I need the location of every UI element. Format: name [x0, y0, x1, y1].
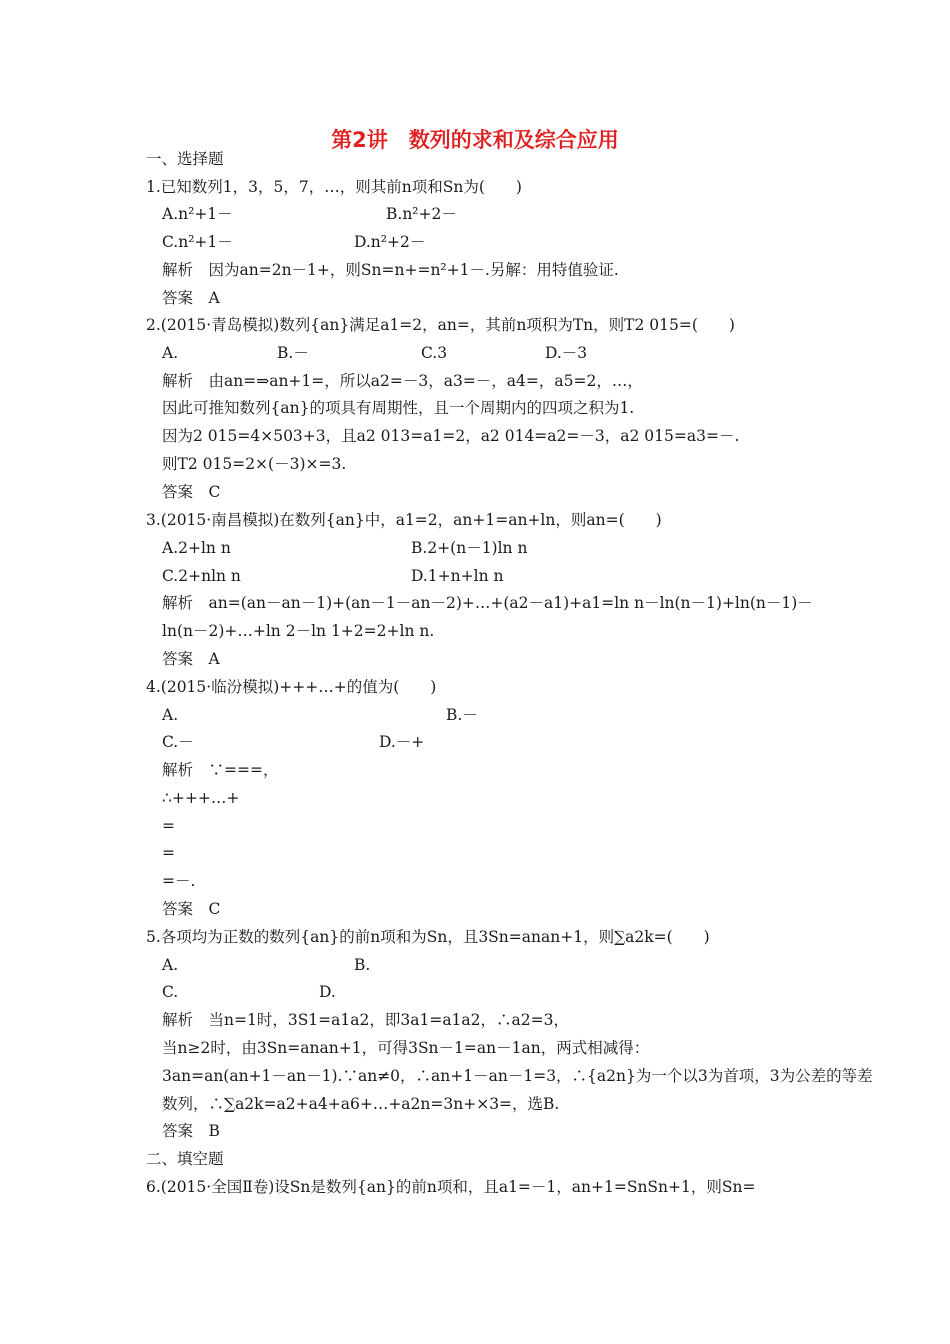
question-2-analysis-line: 解析 由an=⇒an+1=，所以a2=－3，a3=－，a4=，a5=2，…，	[162, 372, 643, 390]
question-5-option-c: C.	[162, 983, 179, 1001]
question-3-option-c: C.2+nln n	[162, 567, 241, 585]
question-2-stem: 2.(2015·青岛模拟)数列{an}满足a1=2，an=，其前n项积为Tn，则T2 015=( )	[146, 316, 735, 334]
question-4-option-b: B.－	[446, 706, 478, 724]
question-6-stem: 6.(2015·全国Ⅱ卷)设Sn是数列{an}的前n项和，且a1=－1，an+1=SnSn+1，则Sn=	[146, 1178, 756, 1196]
question-5-analysis-line: 数列，∴∑a2k=a2+a4+a6+…+a2n=3n+×3=，选B.	[162, 1095, 560, 1113]
page-title: 第2讲 数列的求和及综合应用	[331, 128, 619, 152]
question-4-option-c: C.－	[162, 733, 194, 751]
question-1-option-b: B.n²+2－	[386, 205, 457, 223]
question-2-answer: 答案 C	[162, 483, 221, 501]
question-5-option-d: D.	[319, 983, 336, 1001]
question-4-option-d: D.－+	[379, 733, 425, 751]
question-3-analysis-line: 解析 an=(an－an－1)+(an－1－an－2)+…+(a2－a1)+a1=ln n－ln(n－1)+ln(n－1)－	[162, 594, 813, 612]
question-5-option-b: B.	[354, 956, 371, 974]
question-3-stem: 3.(2015·南昌模拟)在数列{an}中，a1=2，an+1=an+ln，则an=( )	[146, 511, 662, 529]
section-heading-choice: 一、选择题	[146, 150, 224, 168]
question-2-option-a: A.	[162, 344, 179, 362]
question-2-analysis-line: 因此可推知数列{an}的项具有周期性，且一个周期内的四项之积为1.	[162, 399, 635, 417]
question-5-analysis-line: 3an=an(an+1－an－1).∵an≠0，∴an+1－an－1=3，∴{a2n}为一个以3为首项，3为公差的等差	[162, 1067, 873, 1085]
question-3-option-d: D.1+n+ln n	[411, 567, 504, 585]
question-4-analysis-line: =－.	[162, 872, 196, 890]
question-3-option-b: B.2+(n－1)ln n	[411, 539, 528, 557]
question-5-stem: 5.各项均为正数的数列{an}的前n项和为Sn，且3Sn=anan+1，则∑a2k=( )	[146, 928, 710, 946]
question-1-answer: 答案 A	[162, 289, 220, 307]
question-1-option-a: A.n²+1－	[162, 205, 233, 223]
question-1-analysis: 解析 因为an=2n－1+，则Sn=n+=n²+1－.另解：用特值验证.	[162, 261, 619, 279]
section-heading-fill: 二、填空题	[146, 1150, 224, 1168]
question-5-analysis-line: 解析 当n=1时，3S1=a1a2，即3a1=a1a2，∴a2=3，	[162, 1011, 569, 1029]
question-5-option-a: A.	[162, 956, 179, 974]
question-1-option-c: C.n²+1－	[162, 233, 233, 251]
question-2-analysis-line: 因为2 015=4×503+3，且a2 013=a1=2，a2 014=a2=－3，a2 015=a3=－.	[162, 427, 740, 445]
question-4-answer: 答案 C	[162, 900, 221, 918]
question-1-stem: 1.已知数列1，3，5，7，…，则其前n项和Sn为( )	[146, 178, 522, 196]
question-3-analysis-line: ln(n－2)+…+ln 2－ln 1+2=2+ln n.	[162, 622, 435, 640]
question-5-analysis-line: 当n≥2时，由3Sn=anan+1，可得3Sn－1=an－1an，两式相减得：	[162, 1039, 650, 1057]
question-1-option-d: D.n²+2－	[354, 233, 426, 251]
question-4-analysis-line: =	[162, 844, 175, 862]
question-4-stem: 4.(2015·临汾模拟)+++…+的值为( )	[146, 678, 437, 696]
question-5-answer: 答案 B	[162, 1122, 220, 1140]
question-4-analysis-line: =	[162, 817, 175, 835]
question-3-answer: 答案 A	[162, 650, 220, 668]
question-4-option-a: A.	[162, 706, 179, 724]
question-2-option-c: C.3	[421, 344, 448, 362]
question-2-option-d: D.－3	[545, 344, 588, 362]
question-2-option-b: B.－	[277, 344, 309, 362]
question-3-option-a: A.2+ln n	[162, 539, 231, 557]
question-4-analysis-line: 解析 ∵===，	[162, 761, 279, 779]
question-2-analysis-line: 则T2 015=2×(－3)×=3.	[162, 455, 347, 473]
question-4-analysis-line: ∴+++…+	[162, 789, 240, 807]
